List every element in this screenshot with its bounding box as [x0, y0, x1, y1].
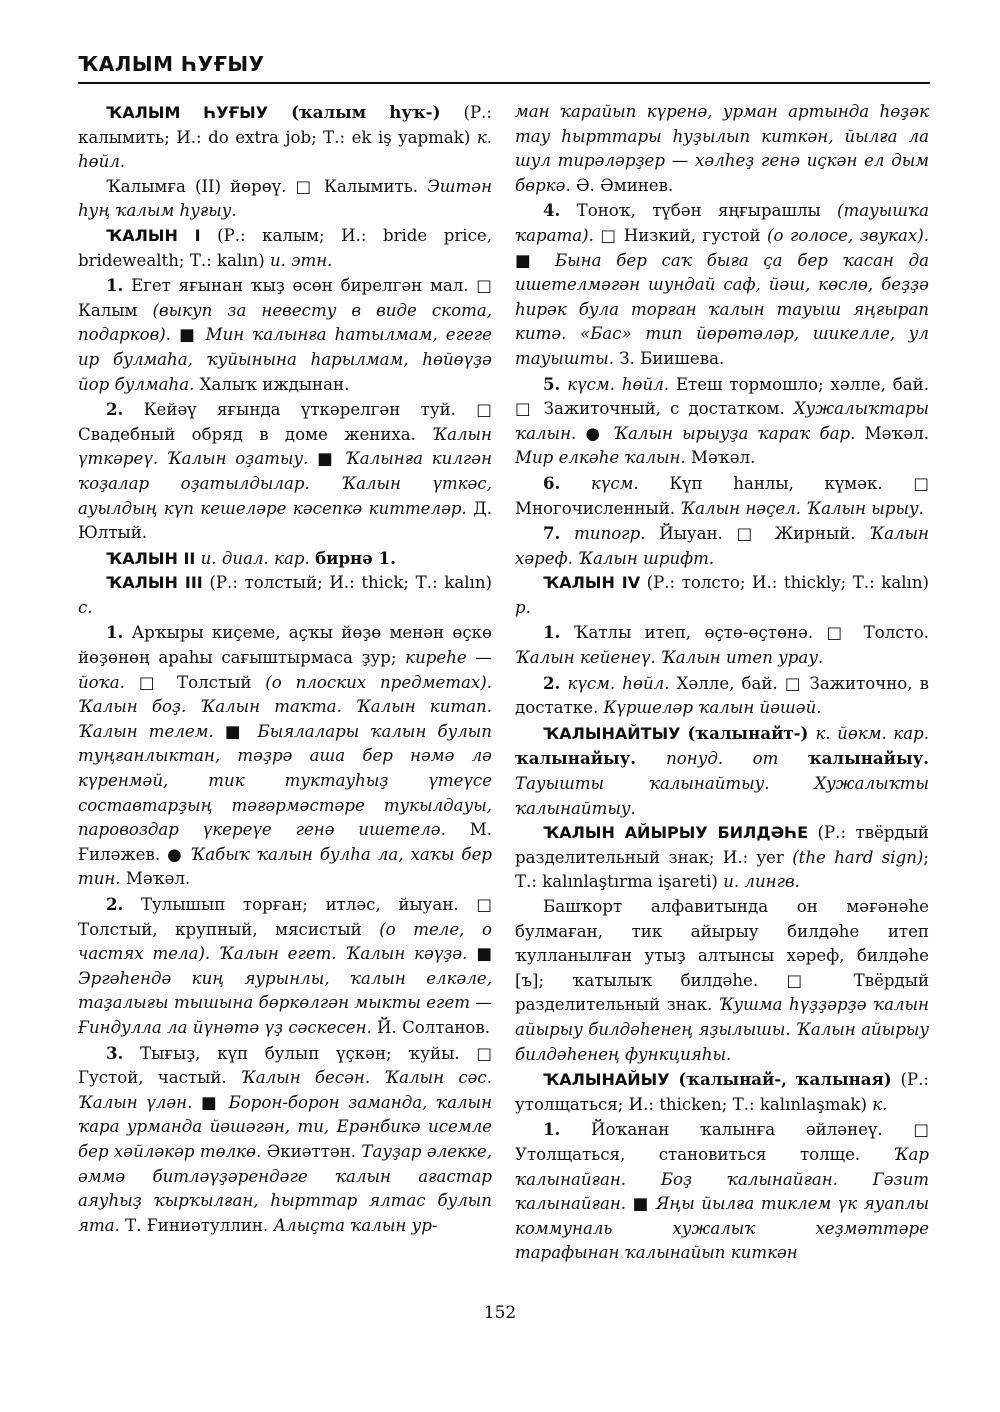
entry-text: ■ [467, 944, 492, 964]
entry-text: Бына бер саҡ быға ҫа бер ҡасан да ишетелмәгән шундай саф, йәш, көслө, беҙҙә һирәк була торған ҡалын тауыш яңғырап китә. «Бас» тип йөрөтәләр, шикелле, ул тауышты. [515, 250, 930, 368]
entry-text: М. Ғиләжев. ● [78, 820, 492, 864]
entry-text: к. [872, 1094, 888, 1114]
right-column-paragraph [515, 198, 929, 371]
entry-text: Етеш тормошло; хәлле, бай. □ Зажиточный, с достатком. [515, 374, 929, 419]
entry-text: понуд. от [666, 749, 808, 769]
entry-text: Й. Солтанов. [371, 1017, 491, 1037]
entry-text: (ҡалынай-, ҡалыная) [669, 1069, 901, 1090]
entry-text: ● [576, 423, 614, 443]
entry-text: Борон-борон заманда, ҡалын ҡара урманда йәшәгән, ти, Ерәнбикә исемле бер хәйләкәр төлкө. [78, 1092, 493, 1161]
entry-text: Ҡалын бесән. Ҡалын сәс. Ҡалын үлән. [78, 1068, 493, 1112]
entry-text: □ Низкий, густой [593, 225, 768, 245]
entry-text: Алыҫта ҡалын ур- [273, 1215, 438, 1235]
entry-text: (о плоских предметах). Ҡалын боҙ. Ҡалын таҡта. Ҡалын китап. Ҡалын телем. [78, 672, 493, 741]
entry-text: ман ҡарайып күренә, урман артында һөҙәк тау һырттары һуҙылып киткән, йылға ла шул тирәләрҙер — хәлһеҙ генә иҫкән ел дым бөркә. [515, 102, 929, 195]
right-column-paragraph [515, 671, 929, 721]
entry-text: Арҡыры киҫеме, аҫҡы йөҙө менән өҫкө йөҙөнөң араһы сағыштырмаса ҙур; [78, 623, 492, 668]
entry-text: Ҡалынға килгән ҡоҙалар оҙатылдылар. Ҡалын үткәс, ауылдың күп кешеләре кәсепкә киттеләр. [78, 449, 493, 518]
entry-text: Ә. Әминев. [570, 175, 674, 195]
entry-text: Тауышты ҡалынайтыу. Хужалыҡты ҡалынайтыу. [515, 774, 929, 818]
entry-text: 1. [106, 275, 124, 296]
entry-text: Тауҙар әлекке, әммә битләүҙәрендәге ҡалын ағастар аяуһыҙ ҡырҡылған, һырттар ялтас булып ята. [78, 1141, 493, 1235]
entry-text: Мир елкәһе ҡалын. [515, 448, 686, 468]
headword: ҠАЛЫН IV [543, 573, 641, 593]
headword: ҠАЛЫН АЙЫРЫУ БИЛДӘҺЕ [543, 823, 809, 843]
entry-text: с. [78, 597, 93, 617]
headword: ҠАЛЫНАЙЫУ [543, 1070, 670, 1090]
headword: ҠАЛЫН II [106, 548, 196, 568]
page-number: 152 [483, 1303, 517, 1323]
entry-text: 1. [543, 1119, 561, 1140]
header-rule [78, 82, 930, 84]
left-column-paragraph [78, 397, 492, 546]
left-column-paragraph [78, 224, 492, 273]
entry-text: и. диал. кар. [195, 548, 316, 568]
right-column-paragraph [515, 620, 929, 670]
entry-text: Йыуан. □ Жирный. [645, 524, 870, 544]
entry-text: Мәҡәл. [120, 869, 191, 889]
entry-text: Эштән һуң ҡалым һуғыу. [78, 176, 492, 221]
right-column-paragraph [515, 571, 929, 620]
left-column-paragraph [78, 892, 492, 1041]
headword: ҠАЛЫН I [106, 225, 201, 245]
entry-text: 2. [543, 672, 561, 693]
entry-text: (Р.: толсто; И.: thickly; Т.: kalın) [640, 573, 929, 593]
entry-text: Ҡалымға (II) йөрөү. □ Калымить. [106, 176, 428, 196]
entry-text: Егет яғынан ҡыҙ өсөн бирелгән мал. □ Калым [78, 276, 492, 320]
right-column-paragraph [515, 100, 929, 198]
left-column-paragraph [78, 571, 492, 620]
entry-text: Тоноҡ, түбән яңғырашлы [560, 201, 838, 221]
left-column [78, 100, 492, 1238]
entry-text: Башҡорт алфавитында он мәғәнәһе булмаған, тик айырыу билдәһе итеп ҡулланылған утыҙ алтынсы хәреф, билдәһе [ъ]; ҡатылыҡ билдәһе. □ Твёрдый разделительный знак. [515, 897, 929, 1015]
headword: ҠАЛЫН III [106, 573, 203, 593]
entry-text: ; Т.: kalınlaştırma işareti) [515, 847, 929, 892]
entry-text: ■ [515, 250, 555, 270]
entry-text: Мәҡәл. [855, 423, 929, 443]
entry-text: и. этн. [269, 250, 333, 270]
entry-text: Ҡалын нәҫел. Ҡалын ырыу. [680, 498, 924, 518]
entry-text: 2. [106, 399, 124, 420]
entry-text: Эргәһендә киң яурынлы, ҡалын елкәле, таҙалығы тышына бөркөлгән мыкты егет — Ғиндулла ла йүнәтә үҙ сәскесен. [78, 968, 492, 1037]
entry-text: Тулышып торған; итләс, йыуан. □ Толстый, крупный, мясистый [78, 895, 492, 939]
entry-text: (тауышҡа ҡарата). [515, 201, 929, 245]
entry-text: ■ [192, 1092, 229, 1112]
entry-text: □ Толстый [124, 672, 266, 692]
entry-text: 7. [543, 523, 561, 544]
entry-text: (ҡалым һуҡ-) [268, 102, 464, 122]
running-head-container [78, 52, 930, 76]
entry-text: күсм. һөйл. [560, 374, 670, 394]
right-column [515, 100, 929, 1266]
entry-text: Яңы йылға тиклем үк яуаплы коммуналь хужалыҡ хеҙмәттәре тарафынан ҡалынайып киткән [515, 1194, 929, 1263]
entry-text: Т. Ғиниәтуллин. [119, 1215, 274, 1235]
entry-text: Ҡатлы итеп, өҫтө-өҫтөнә. □ Толсто. [560, 623, 929, 643]
entry-text: (выкуп за невесту в виде скота, подарков). [78, 300, 492, 345]
entry-text: Әкиәттән. [261, 1141, 362, 1161]
entry-text: Ҡалын хәреф. Ҡалын шрифт. [515, 524, 929, 568]
entry-text: ҡалынайыу. [807, 748, 929, 769]
entry-text: 1. [106, 622, 124, 643]
entry-text: күсм. һөйл. [560, 673, 670, 693]
entry-text: (the hard sign) [792, 847, 924, 867]
entry-text: Халыҡ иждынан. [194, 374, 350, 394]
left-column-paragraph [78, 273, 492, 397]
entry-text: типогр. [560, 524, 646, 544]
headword: ҠАЛЫМ ҺУҒЫУ [106, 103, 269, 122]
right-column-paragraph [515, 1067, 929, 1117]
entry-text: Мәҡәл. [685, 448, 756, 468]
entry-text: к. һөйл. [78, 127, 492, 172]
entry-text: киреһе — йоҡа. [78, 648, 493, 692]
entry-text: (Р.: калымить; И.: do extra job; Т.: ek iş yapmak) [78, 103, 492, 147]
entry-text: ҡалынайыу. [515, 748, 667, 769]
entry-text: ■ [213, 721, 258, 741]
left-column-paragraph [78, 546, 492, 572]
right-column-paragraph [515, 372, 929, 471]
left-column-paragraph [78, 620, 492, 892]
entry-text: Ҡушма һүҙҙәрҙә ҡалын айырыу билдәһенең яҙылышы. Ҡалын айырыу билдәһенең функцияһы. [515, 995, 929, 1064]
entry-text: Тығыҙ, күп булып үҫкән; ҡуйы. □ Густой, частый. [78, 1043, 492, 1088]
entry-text: и. лингв. [723, 872, 800, 892]
entry-text: 6. [543, 472, 561, 493]
entry-text: (Р.: калым; И.: bride price, bridewealth; Т.: kalın) [78, 225, 492, 270]
entry-text: р. [515, 597, 531, 617]
right-column-paragraph [515, 521, 929, 571]
entry-text: (Р.: толстый; И.: thick; Т.: kalın) [202, 573, 493, 593]
entry-text: Кейәү яғында үткәрелгән туй. □ Свадебный обряд в доме жениха. [78, 400, 492, 444]
entry-text: Хәлле, бай. □ Зажиточно, в достатке. [515, 673, 929, 718]
running-head: ҠАЛЫМ ҺУҒЫУ [78, 52, 265, 76]
left-column-paragraph [78, 175, 492, 224]
entry-text: 2. [106, 894, 124, 914]
right-column-paragraph [515, 895, 929, 1067]
left-column-paragraph [78, 100, 492, 175]
entry-text: Хужалыҡтары ҡалын. [515, 399, 929, 443]
entry-text: Ҡалын ырыуҙа ҡараҡ бар. [613, 423, 856, 443]
headword: ҠАЛЫНАЙТЫУ [543, 723, 681, 743]
entry-text: Мин ҡалынға һатылмам, егеге ир булмаһа, ҡуйынына һарылмам, һөйөүҙә йор булмаһа. [78, 325, 493, 394]
entry-text: (о голосе, звуках). [767, 225, 929, 245]
entry-text: ■ [171, 325, 206, 345]
entry-text: (Р.: твёрдый разделительный знак; И.: yer [515, 823, 929, 867]
entry-text: (Р.: утолщаться; И.: thicken; Т.: kalınlaşmak) [515, 1070, 929, 1114]
entry-text: 5. [543, 373, 561, 394]
entry-text: Ҡалын кейенеү. Ҡалын итеп урау. [515, 648, 824, 668]
left-column-paragraph [78, 1041, 492, 1239]
entry-text: 4. [543, 200, 561, 221]
entry-text: Д. Юлтый. [78, 498, 492, 543]
right-column-paragraph [515, 721, 929, 821]
entry-text: Күршеләр ҡалын йәшәй. [603, 698, 822, 718]
entry-text: З. Биишева. [614, 348, 725, 368]
entry-text: Ҡалын үткәреү. Ҡалын оҙатыу. [78, 424, 492, 469]
entry-text: Ҡар ҡалынайған. Боҙ ҡалынайған. Гәзит ҡалынайған. [515, 1144, 929, 1214]
entry-text: Ҡабыҡ ҡалын булһа ла, хаҡы бер тин. [78, 844, 493, 889]
entry-text: 3. [106, 1042, 124, 1063]
right-column-paragraph [515, 821, 929, 895]
entry-text: күсм. [560, 473, 639, 493]
entry-text: ■ [308, 449, 345, 469]
right-column-paragraph [515, 471, 929, 521]
entry-text: (о теле, о частях тела). Ҡалын егет. Ҡалын кәүҙә. [78, 919, 492, 964]
entry-text: Күп һанлы, күмәк. □ Многочисленный. [515, 473, 929, 518]
entry-text: 1. [543, 622, 561, 643]
entry-text: бирнә 1. [315, 547, 396, 568]
entry-text: Быялалары ҡалын булып туңғанлыктан, тәҙрә аша бер нәмә лә күренмәй, тик туктауһыҙ үтеүсе составтарҙың тәғәрмәстәре тукылдауы, паровоздар үкереүе генә ишетелә. [78, 721, 492, 840]
entry-text: (ҡалынайт-) [680, 722, 816, 743]
entry-text: Йоҡанан ҡалынға әйләнеү. □ Утолщаться, становиться толще. [515, 1120, 929, 1164]
entry-text: к. йөкм. кар. [815, 723, 929, 743]
entry-text: ■ [626, 1194, 657, 1214]
right-column-paragraph [515, 1117, 929, 1266]
